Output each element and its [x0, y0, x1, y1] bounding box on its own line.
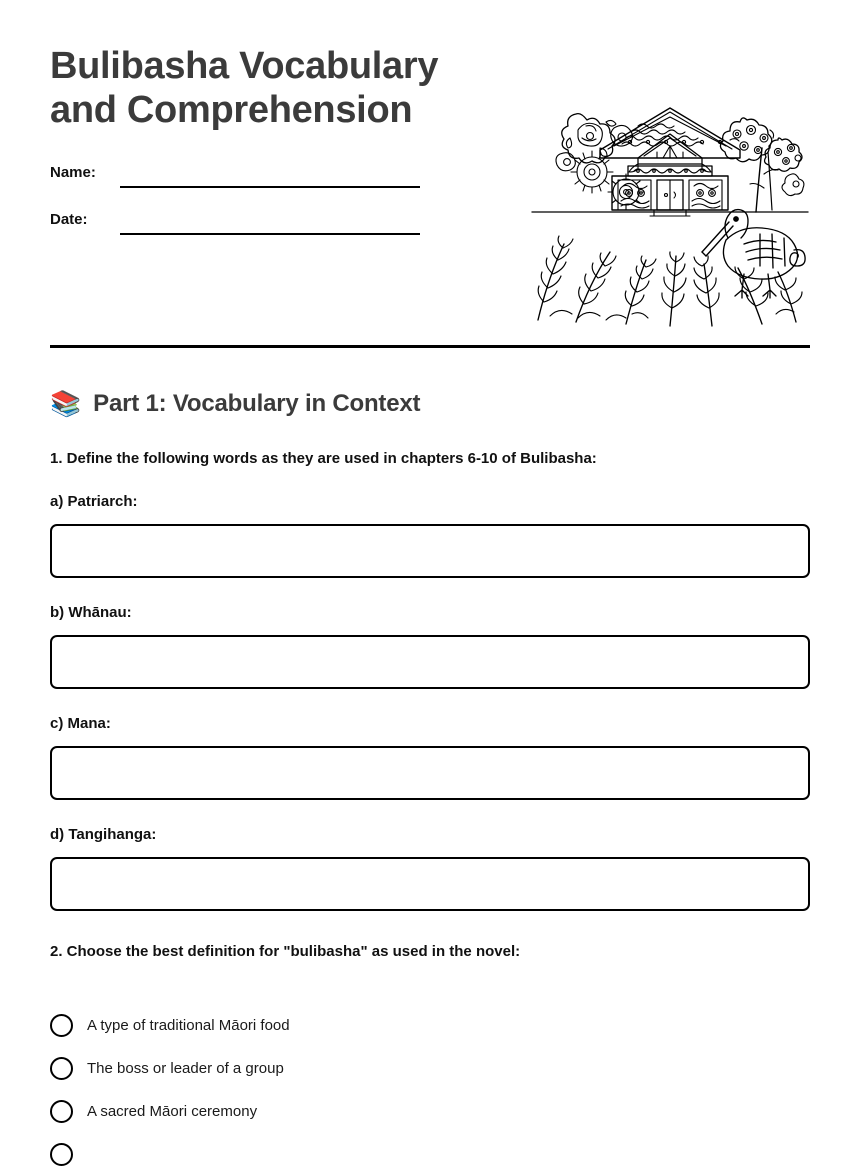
option-row-2[interactable]: [50, 1047, 810, 1090]
option-label-3: A sacred Māori ceremony: [87, 1103, 258, 1120]
radio-button-icon[interactable]: [50, 1143, 73, 1166]
date-input-line[interactable]: [120, 233, 420, 235]
name-label: Name:: [50, 164, 96, 181]
question-2-options: [50, 1004, 810, 1176]
radio-button-icon[interactable]: [50, 1100, 73, 1123]
question-1-text: 1. Define the following words as they are used in chapters 6-10 of Bulibasha:: [50, 450, 597, 467]
option-row-4[interactable]: [50, 1133, 810, 1176]
vocabulary-answer-c[interactable]: [50, 746, 810, 800]
part1-heading: [50, 390, 810, 418]
vocabulary-answer-d[interactable]: [50, 857, 810, 911]
date-label: Date:: [50, 211, 88, 228]
books-icon: 📚: [50, 389, 82, 418]
vocabulary-label-a: a) Patriarch:: [50, 493, 138, 510]
worksheet-header: [50, 0, 810, 300]
vocabulary-label-d: d) Tangihanga:: [50, 826, 157, 843]
name-field-row: [50, 160, 480, 207]
page-title-line-1: Bulibasha Vocabulary: [50, 45, 439, 87]
vocabulary-answer-b[interactable]: [50, 635, 810, 689]
vocabulary-label-b: b) Whānau:: [50, 604, 132, 621]
page-title: [50, 44, 520, 132]
name-input-line[interactable]: [120, 186, 420, 188]
vocabulary-item-a: [50, 493, 810, 578]
vocabulary-item-d: [50, 826, 810, 911]
vocabulary-label-c: c) Mana:: [50, 715, 111, 732]
option-label-1: A type of traditional Māori food: [87, 1017, 290, 1034]
date-field-row: [50, 207, 480, 254]
part1-title: Part 1: Vocabulary in Context: [93, 390, 421, 417]
maori-meeting-house-illustration: [530, 92, 810, 327]
radio-button-icon[interactable]: [50, 1014, 73, 1037]
radio-button-icon[interactable]: [50, 1057, 73, 1080]
option-row-3[interactable]: [50, 1090, 810, 1133]
option-row-1[interactable]: [50, 1004, 810, 1047]
vocabulary-item-c: [50, 715, 810, 800]
question-2-text: 2. Choose the best definition for "bulibasha" as used in the novel:: [50, 943, 521, 960]
option-label-2: The boss or leader of a group: [87, 1060, 284, 1077]
vocabulary-answer-a[interactable]: [50, 524, 810, 578]
vocabulary-item-b: [50, 604, 810, 689]
student-info-fields: [50, 160, 480, 254]
page-title-line-2: and Comprehension: [50, 89, 413, 131]
header-divider: [50, 345, 810, 348]
